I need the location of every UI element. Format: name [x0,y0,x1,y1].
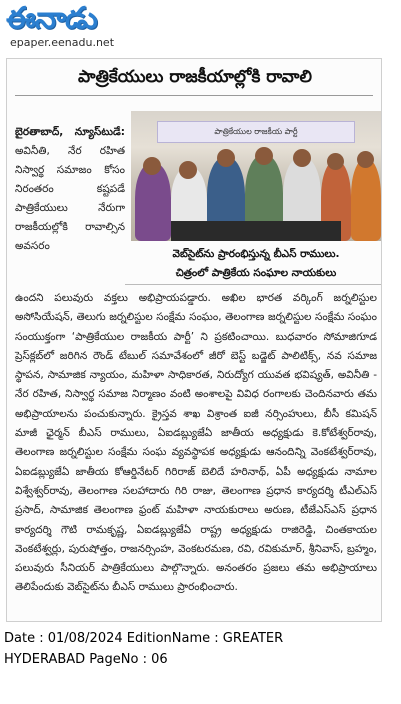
site-url: epaper.eenadu.net [10,36,115,49]
photo-table [171,221,341,241]
edition-date-line: Date : 01/08/2024 EditionName : GREATER [4,631,284,646]
photo-figure-head [217,149,235,167]
headline-divider [15,95,373,96]
photo-caption [131,245,381,283]
photo-figure-head [357,151,374,168]
photo-banner: పాత్రికేయుల రాజకీయ పార్టీ [157,121,355,143]
article-photo [131,111,381,241]
masthead [6,2,156,52]
article-lead [15,123,125,256]
edition-info [4,628,400,670]
photo-figure-head [293,149,311,167]
eenadu-logo[interactable]: ఈనాడు [6,1,97,36]
photo-figure [351,159,381,241]
dateline: బైరతాబాద్, న్యూస్‌టుడే: [15,126,125,138]
photo-figure-head [327,153,344,170]
caption-line-2: చిత్రంలో పాత్రికేయ సంఘాల నాయకులు [175,267,337,279]
caption-line-1: వెబ్‌సైట్‌ను ప్రారంభిస్తున్న బీఎస్ రాములు. [172,248,340,260]
photo-figure-head [179,161,197,179]
article-body: ఉందని పలువురు వక్తలు అభిప్రాయపడ్డారు. అఖిల భారత వర్కింగ్ జర్నలిస్టుల అసోసియేషన్, తెలుగు జర్నలిస్టుల సంక్షేమ సంఘం, తెలంగాణ జర్నలిస్టుల సంక్షేమ సంఘం సంయుక్తంగా ‘పాత్రికేయుల రాజకీయ పార్టీ’ ని ప్రకటించాయి. బుధవారం సోమాజిగూడ ప్రెస్‌క్లబ్‌లో జరిగిన రౌండ్ టేబుల్ సమావేశంలో జీరో బెస్ట్ బడ్జెట్ పాలిటిక్స్, నవ సమాజ స్థాపన, సామాజిక న్యాయం, మహిళా సాధికారత, నిరుద్యోగ యువత భవిష్యత్, అవినీతి - నేర రహిత, నిస్వార్థ సమాజ నిర్మాణం వంటి అంశాలపై వివిధ రంగాలకు చెందినవారు తమ అభిప్రాయాలను పంచుకున్నారు. క్రైస్తవ శాఖ విశ్రాంత ఐజీ నర్సింహులు, బీసీ కమిషన్ మాజీ ఛైర్మన్ బీఎస్ రాములు, ఏఐడబ్ల్యుజేఏ జాతీయ అధ్యక్షుడు కె.కోటేశ్వర్‌రావు, తెలంగాణ జర్నలిస్టుల సంక్షేమ సంఘ వ్యవస్థాపక అధ్యక్షుడు ఆనందిన్ని వెంకటేశ్వర్‌రావు, ఏఐడబ్ల్యుజేఏ జాతీయ కోఆర్డినేటర్ గిరిరాజ్ బెలిదే హరినాథ్, ఏపీ అధ్యక్షుడు నామాల విశ్వేశ్వర్‌రావు, తెలంగాణ సలహాదారు గిరి రాజు, తెలంగాణ ప్రధాన కార్యదర్శి టీఎల్ఎస్ ప్రసాద్, సామాజిక తెలంగాణ ఫ్రంట్ మహిళా నాయకురాలు అరుణ, టీజేఎస్ఎస్ ప్రధాన కార్యదర్శి గౌటి రామకృష్ణ, ఏఐడబ్ల్యుజేఏ రాష్ట్ర అధ్యక్షుడు రాజిరెడ్డి, చింతకాయల వెంకటేశ్వర్లు, పురుషోత్తం, రాజనర్సింహ, వెంకటరమణ, రవి, రవికుమార్, శ్రీనివాస్, బ్రహ్మం, పలువురు సీనియర్ పాత్రికేయులు పాల్గొన్నారు. అనంతరం ప్రజలు తమ అభిప్రాయాలు తెలిపేందుకు వెబ్‌సైట్‌ను బీఎస్ రాములు ప్రారంభించారు. [15,292,377,594]
news-clipping [6,58,382,622]
edition-page-line: HYDERABAD PageNo : 06 [4,652,168,667]
photo-figure-head [143,157,161,175]
article-headline: పాత్రికేయులు రాజకీయాల్లోకి రావాలి [78,67,312,87]
photo-figure-head [255,147,273,165]
lead-text: అవినీతి, నేర రహిత నిస్వార్థ సమాజం కోసం నిరంతరం కష్టపడే పాత్రికేయులు నేరుగా రాజకీయల్లోకి రావాల్సిన అవసరం [15,145,125,252]
